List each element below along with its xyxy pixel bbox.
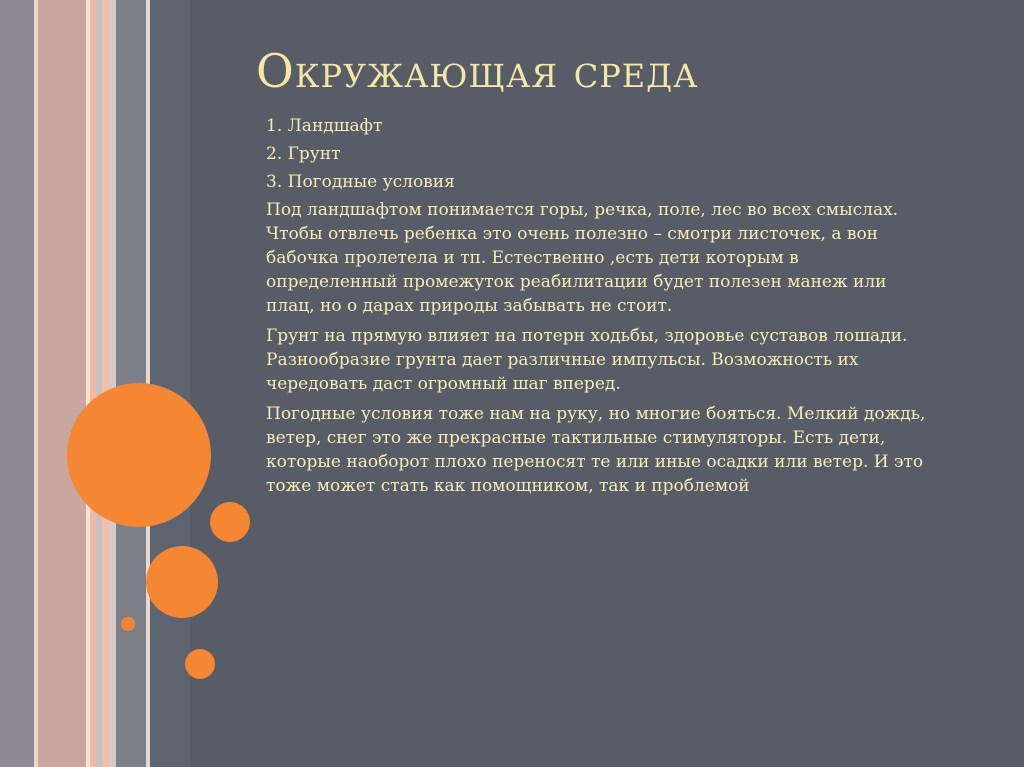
paragraph-ground: Грунт на прямую влияет на потерн ходьбы, здоровье суставов лошади. Разнообразие грунта дает различные импульсы. Возможность их чередовать даст огромный шаг вперед. xyxy=(266,326,908,394)
circle-small xyxy=(210,502,250,542)
decorative-circles xyxy=(0,0,280,767)
slide-title: Окружающая среда xyxy=(256,44,699,98)
circle-small xyxy=(185,649,215,679)
list-item: 1. Ландшафт xyxy=(266,116,383,136)
slide-body xyxy=(266,114,926,504)
circle-tiny xyxy=(121,617,135,631)
paragraph-weather: Погодные условия тоже нам на руку, но многие бояться. Мелкий дождь, ветер, снег это же прекрасные тактильные стимуляторы. Есть дети, которые наоборот плохо переносят те или иные осадки или ветер. И это тоже может стать как помощником, так и проблемой xyxy=(266,404,926,496)
circle-large xyxy=(67,383,211,527)
circle-medium xyxy=(146,546,218,618)
list-item: 2. Грунт xyxy=(266,144,341,164)
list-item: 3. Погодные условия xyxy=(266,172,455,192)
paragraph-landscape: Под ландшафтом понимается горы, речка, поле, лес во всех смыслах. Чтобы отвлечь ребенка это очень полезно – смотри листочек, а вон бабочка пролетела и тп. Естественно ,есть дети которым в определенный промежуток реабилитации будет полезен манеж или плац, но о дарах природы забывать не стоит. xyxy=(266,200,899,316)
